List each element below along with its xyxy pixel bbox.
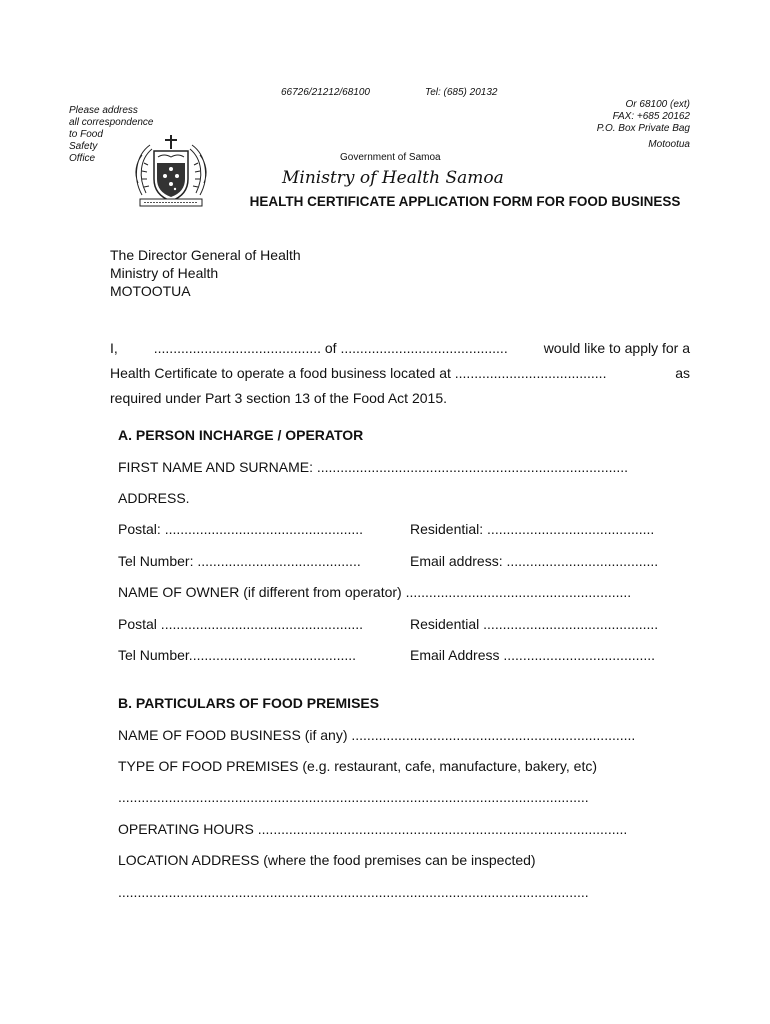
header-phones: 66726/21212/68100: [281, 87, 370, 98]
owner-tel-email-row: [118, 647, 688, 663]
addressee-block: [110, 246, 301, 300]
location-address-field[interactable]: .........................................................................................................................: [118, 884, 589, 900]
email-field[interactable]: Email address: .......................................: [410, 553, 659, 569]
location-address-label: LOCATION ADDRESS (where the food premises can be inspected): [118, 852, 536, 868]
right-address-line: Or 68100 (ext): [625, 99, 690, 110]
addressee-line: The Director General of Health: [110, 247, 301, 263]
right-address-line: Motootua: [648, 139, 690, 150]
intro-line2-a[interactable]: Health Certificate to operate a food business located at .......................................: [110, 365, 607, 381]
form-title: HEALTH CERTIFICATE APPLICATION FORM FOR FOOD BUSINESS: [249, 194, 681, 209]
left-address-line: Office: [69, 153, 96, 164]
tel-field[interactable]: Tel Number: ..........................................: [118, 553, 361, 569]
owner-tel-field[interactable]: Tel Number...........................................: [118, 647, 357, 663]
owner-name-field[interactable]: NAME OF OWNER (if different from operator) ..........................................................: [118, 584, 632, 600]
left-address-line: Safety: [69, 141, 98, 152]
tel-email-row: [118, 553, 688, 569]
section-a-title: A. PERSON INCHARGE / OPERATOR: [118, 427, 364, 443]
first-name-field[interactable]: FIRST NAME AND SURNAME: ................................................................................: [118, 459, 629, 475]
government-label: Government of Samoa: [340, 152, 441, 163]
section-b-title: B. PARTICULARS OF FOOD PREMISES: [118, 695, 380, 711]
business-name-field[interactable]: NAME OF FOOD BUSINESS (if any) .........................................................................: [118, 727, 636, 743]
owner-postal-residential-row: [118, 616, 688, 632]
ministry-title: Ministry of Health Samoa: [282, 168, 504, 188]
header-tel: Tel: (685) 20132: [425, 87, 498, 98]
intro-paragraph: [110, 336, 690, 411]
intro-line1-blanks[interactable]: ........................................... of ...........................................: [153, 340, 508, 356]
postal-residential-row: [118, 521, 688, 537]
premises-type-label: TYPE OF FOOD PREMISES (e.g. restaurant, cafe, manufacture, bakery, etc): [118, 758, 598, 774]
addressee-line: MOTOOTUA: [110, 283, 191, 299]
premises-type-field[interactable]: .........................................................................................................................: [118, 789, 589, 805]
left-address-line: to Food: [69, 129, 103, 140]
intro-line2-b: as: [675, 365, 690, 381]
left-address-line: all correspondence: [69, 117, 154, 128]
address-label: ADDRESS.: [118, 490, 190, 506]
right-address-line: P.O. Box Private Bag: [596, 123, 690, 134]
left-address-line: Please address: [69, 105, 138, 116]
owner-residential-field[interactable]: Residential .............................................: [410, 616, 659, 632]
intro-line3: required under Part 3 section 13 of the Food Act 2015.: [110, 390, 447, 406]
intro-line1-c: would like to apply for a: [543, 340, 690, 356]
addressee-line: Ministry of Health: [110, 265, 219, 281]
right-address-block: [530, 99, 690, 151]
postal-field[interactable]: Postal: ...................................................: [118, 521, 364, 537]
intro-line1-a: I,: [110, 340, 118, 356]
owner-email-field[interactable]: Email Address .......................................: [410, 647, 656, 663]
right-address-line: FAX: +685 20162: [612, 111, 690, 122]
owner-postal-field[interactable]: Postal ....................................................: [118, 616, 364, 632]
residential-field[interactable]: Residential: ...........................................: [410, 521, 655, 537]
operating-hours-field[interactable]: OPERATING HOURS ...............................................................................................: [118, 821, 628, 837]
samoa-coat-of-arms-icon: [128, 133, 214, 213]
